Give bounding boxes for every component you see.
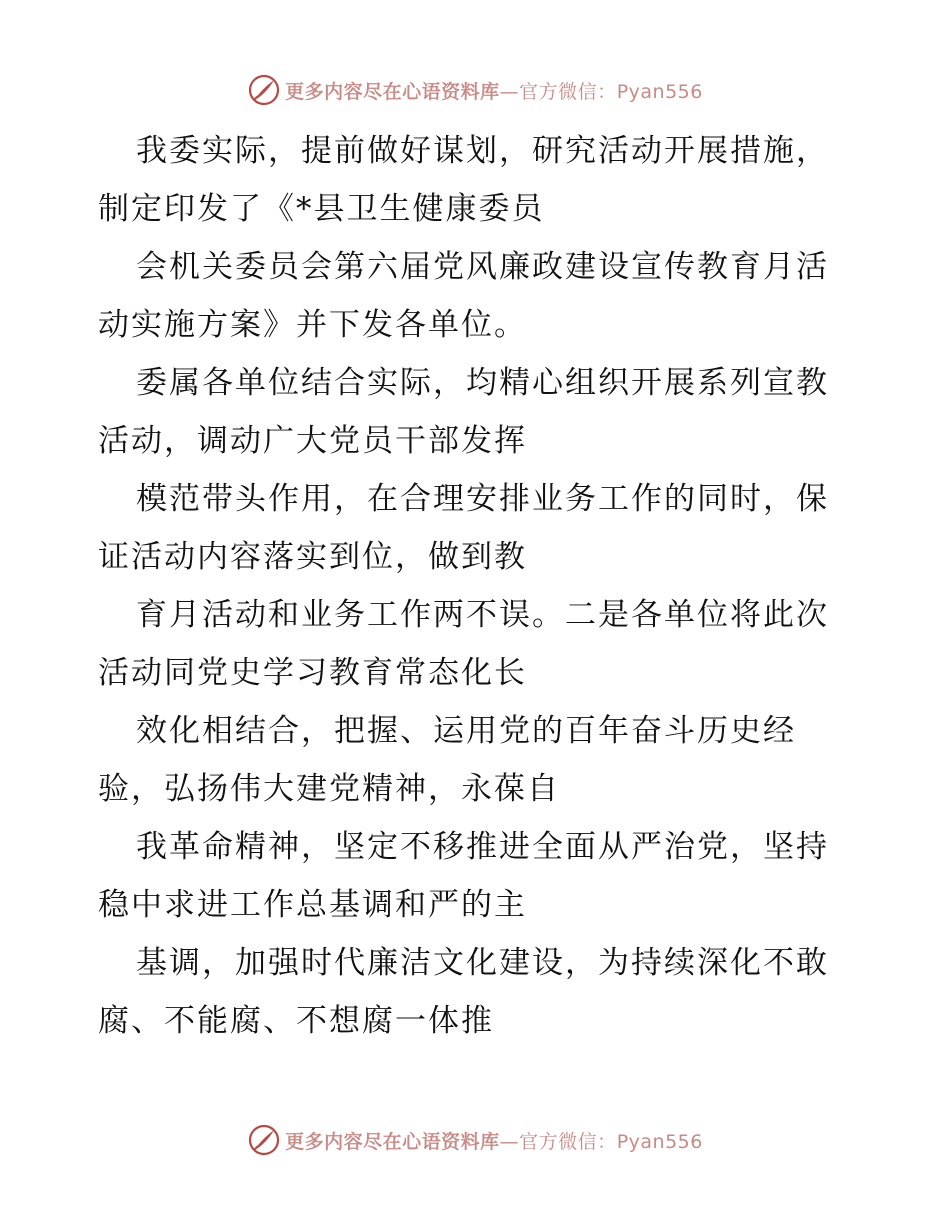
quill-pen-circle-icon bbox=[247, 73, 281, 107]
wechat-label: 官方微信： bbox=[519, 80, 617, 103]
text-line: 基调，加强时代廉洁文化建设，为持续深化不敢 bbox=[136, 945, 829, 981]
text-line: 育月活动和业务工作两不误。二是各单位将此次 bbox=[136, 597, 829, 633]
text-line: 模范带头作用，在合理安排业务工作的同时，保 bbox=[136, 481, 829, 517]
paragraph bbox=[98, 122, 858, 238]
watermark-text bbox=[285, 1127, 703, 1154]
wechat-label: 官方微信： bbox=[519, 1130, 617, 1153]
text-line: 证活动内容落实到位，做到教 bbox=[98, 539, 527, 575]
text-line: 活动同党史学习教育常态化长 bbox=[98, 655, 527, 691]
text-line: 委属各单位结合实际，均精心组织开展系列宣教 bbox=[136, 365, 829, 401]
text-line: 验，弘扬伟大建党精神，永葆自 bbox=[98, 771, 560, 807]
text-line: 我革命精神，坚定不移推进全面从严治党，坚持 bbox=[136, 829, 829, 865]
header-watermark-banner bbox=[0, 70, 950, 110]
banner-dash: — bbox=[499, 1130, 520, 1153]
footer-watermark-banner bbox=[0, 1120, 950, 1160]
wechat-id: Pyan556 bbox=[616, 80, 703, 103]
paragraph bbox=[98, 354, 858, 470]
document-body bbox=[98, 122, 858, 1050]
text-line: 制定印发了《*县卫生健康委员 bbox=[98, 191, 545, 227]
text-line: 我委实际，提前做好谋划，研究活动开展措施， bbox=[136, 133, 829, 169]
wechat-id: Pyan556 bbox=[616, 1130, 703, 1153]
brand-text: 更多内容尽在心语资料库 bbox=[285, 80, 500, 103]
text-line: 效化相结合，把握、运用党的百年奋斗历史经 bbox=[136, 713, 796, 749]
paragraph bbox=[98, 934, 858, 1050]
paragraph bbox=[98, 818, 858, 934]
text-line: 腐、不能腐、不想腐一体推 bbox=[98, 1003, 494, 1039]
paragraph bbox=[98, 470, 858, 586]
text-line: 活动，调动广大党员干部发挥 bbox=[98, 423, 527, 459]
brand-text: 更多内容尽在心语资料库 bbox=[285, 1130, 500, 1153]
text-line: 动实施方案》并下发各单位。 bbox=[98, 307, 527, 343]
text-line: 会机关委员会第六届党风廉政建设宣传教育月活 bbox=[136, 249, 829, 285]
paragraph bbox=[98, 586, 858, 702]
banner-dash: — bbox=[499, 80, 520, 103]
text-line: 稳中求进工作总基调和严的主 bbox=[98, 887, 527, 923]
quill-pen-circle-icon bbox=[247, 1123, 281, 1157]
watermark-text bbox=[285, 77, 703, 104]
paragraph bbox=[98, 238, 858, 354]
paragraph bbox=[98, 702, 858, 818]
